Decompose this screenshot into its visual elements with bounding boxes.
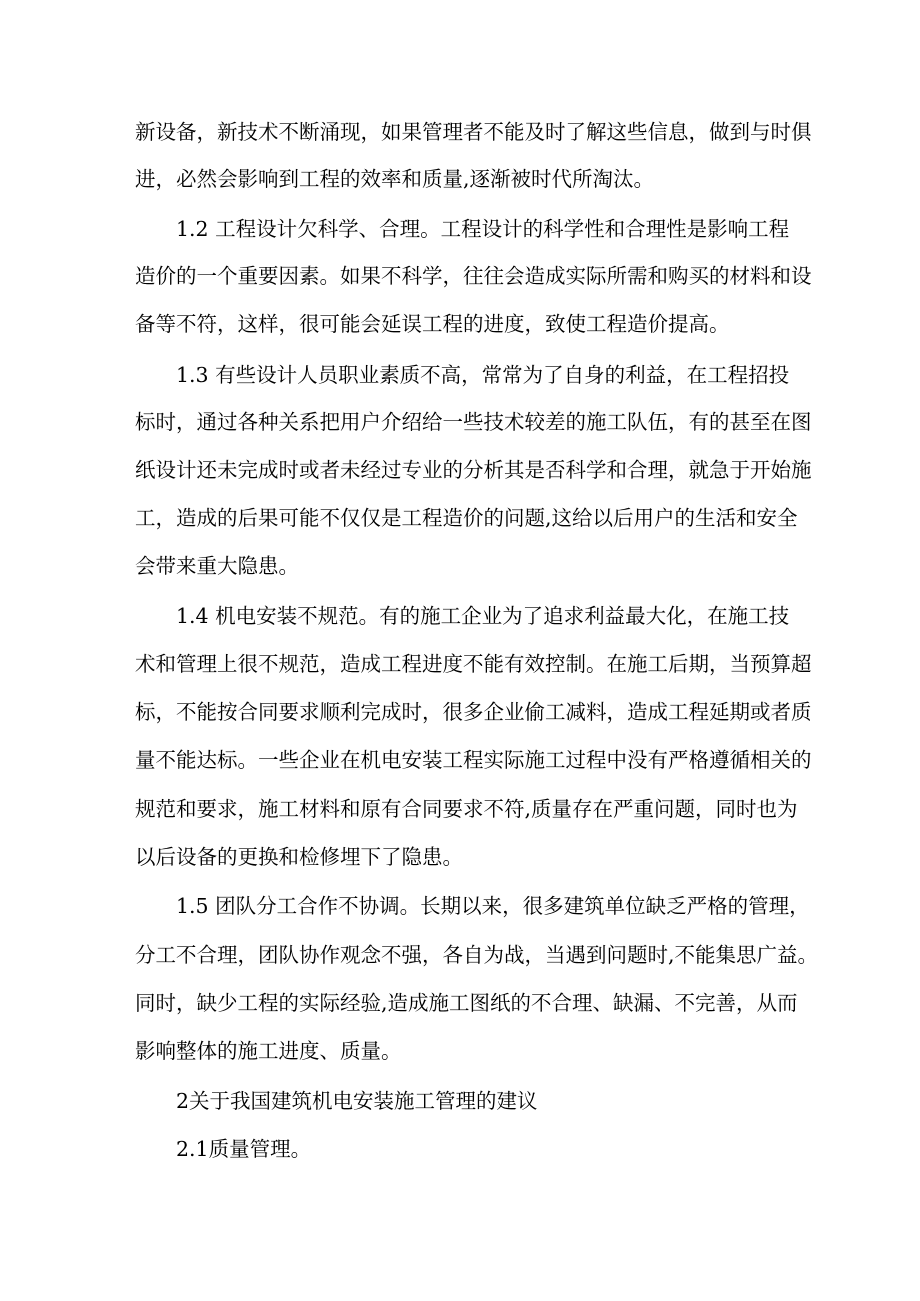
- text-line: 2关于我国建筑机电安装施工管理的建议: [176, 1089, 538, 1113]
- text-line: 标，不能按合同要求顺利完成时，很多企业偷工减料，造成工程延期或者质: [135, 700, 812, 724]
- text-line: 规范和要求，施工材料和原有合同要求不符,质量存在严重问题，同时也为: [135, 797, 798, 821]
- text-line: 标时，通过各种关系把用户介绍给一些技术较差的施工队伍，有的甚至在图: [135, 410, 812, 434]
- text-line: 备等不符，这样，很可能会延误工程的进度，致使工程造价提高。: [135, 312, 730, 336]
- text-line: 以后设备的更换和检修埋下了隐患。: [135, 845, 463, 869]
- text-line: 工，造成的后果可能不仅仅是工程造价的问题,这给以后用户的生活和安全: [135, 506, 798, 530]
- text-line: 分工不合理，团队协作观念不强，各自为战，当遇到问题时,不能集思广益。: [135, 943, 819, 967]
- text-line: 影响整体的施工进度、质量。: [135, 1039, 402, 1063]
- text-line: 新设备，新技术不断涌现，如果管理者不能及时了解这些信息，做到与时俱: [135, 120, 812, 144]
- text-line: 术和管理上很不规范，造成工程进度不能有效控制。在施工后期，当预算超: [135, 652, 812, 676]
- text-line: 造价的一个重要因素。如果不科学，往往会造成实际所需和购买的材料和设: [135, 264, 812, 288]
- text-line: 进，必然会影响到工程的效率和质量,逐渐被时代所淘汰。: [135, 167, 655, 191]
- text-line: 纸设计还未完成时或者未经过专业的分析其是否科学和合理，就急于开始施: [135, 458, 812, 482]
- text-line: 2.1质量管理。: [176, 1137, 312, 1161]
- text-line: 量不能达标。一些企业在机电安装工程实际施工过程中没有严格遵循相关的: [135, 748, 812, 772]
- text-line: 会带来重大隐患。: [135, 554, 299, 578]
- text-line: 1.3 有些设计人员职业素质不高，常常为了自身的利益，在工程招投: [176, 363, 790, 387]
- text-line: 同时，缺少工程的实际经验,造成施工图纸的不合理、缺漏、不完善，从而: [135, 991, 798, 1015]
- text-line: 1.4 机电安装不规范。有的施工企业为了追求利益最大化，在施工技: [176, 604, 790, 628]
- text-line: 1.5 团队分工合作不协调。长期以来，很多建筑单位缺乏严格的管理，: [176, 894, 810, 918]
- text-line: 1.2 工程设计欠科学、合理。工程设计的科学性和合理性是影响工程: [176, 217, 790, 241]
